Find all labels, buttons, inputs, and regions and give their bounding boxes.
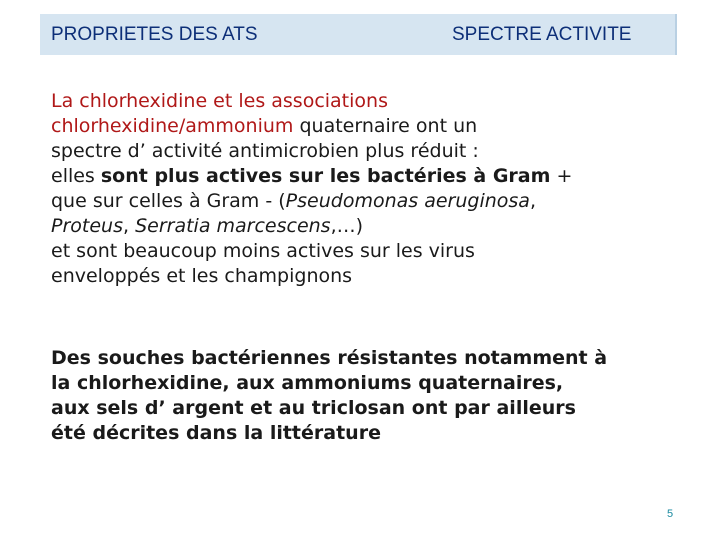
slide-title-right: SPECTRE ACTIVITE bbox=[452, 24, 632, 45]
text-span: quaternaire ont un bbox=[293, 115, 478, 137]
paragraph-resistance bbox=[51, 346, 691, 446]
text-span: + bbox=[550, 165, 573, 187]
p2-line-2: la chlorhexidine, aux ammoniums quaternaires, bbox=[51, 372, 564, 394]
text-span: spectre d’ activité antimicrobien plus réduit : bbox=[51, 140, 479, 162]
red-highlight-text: chlorhexidine/ammonium bbox=[51, 115, 294, 137]
text-span: et sont beaucoup moins actives sur les virus bbox=[51, 240, 475, 262]
p1-line-4 bbox=[51, 164, 691, 189]
p1-line-6 bbox=[51, 214, 691, 239]
text-span: enveloppés et les champignons bbox=[51, 265, 353, 287]
slide-title-left: PROPRIETES DES ATS bbox=[51, 24, 258, 45]
paragraph-spectrum bbox=[51, 89, 691, 289]
p2-line-4: été décrites dans la littérature bbox=[51, 422, 381, 444]
text-span: , bbox=[122, 215, 136, 237]
page-number: 5 bbox=[667, 508, 674, 520]
red-highlight-text: La chlorhexidine et les associations bbox=[51, 90, 388, 112]
p1-line-5 bbox=[51, 189, 691, 214]
p1-line-7 bbox=[51, 239, 691, 264]
p1-line-2 bbox=[51, 114, 691, 139]
italic-species-name: Serratia marcescens bbox=[135, 215, 331, 237]
p1-line-8 bbox=[51, 264, 691, 289]
text-span: ,…) bbox=[330, 215, 364, 237]
text-span: que sur celles à Gram - ( bbox=[51, 190, 286, 212]
italic-species-name: Pseudomonas aeruginosa bbox=[285, 190, 530, 212]
text-span: elles bbox=[51, 165, 101, 187]
bold-emphasis-text: sont plus actives sur les bactéries à Gram bbox=[100, 165, 551, 187]
text-span: , bbox=[529, 190, 536, 212]
p2-line-1: Des souches bactériennes résistantes notamment à bbox=[51, 347, 608, 369]
p1-line-3 bbox=[51, 139, 691, 164]
italic-species-name: Proteus bbox=[51, 215, 123, 237]
p1-line-1 bbox=[51, 89, 691, 114]
p2-line-3: aux sels d’ argent et au triclosan ont par ailleurs bbox=[51, 397, 576, 419]
